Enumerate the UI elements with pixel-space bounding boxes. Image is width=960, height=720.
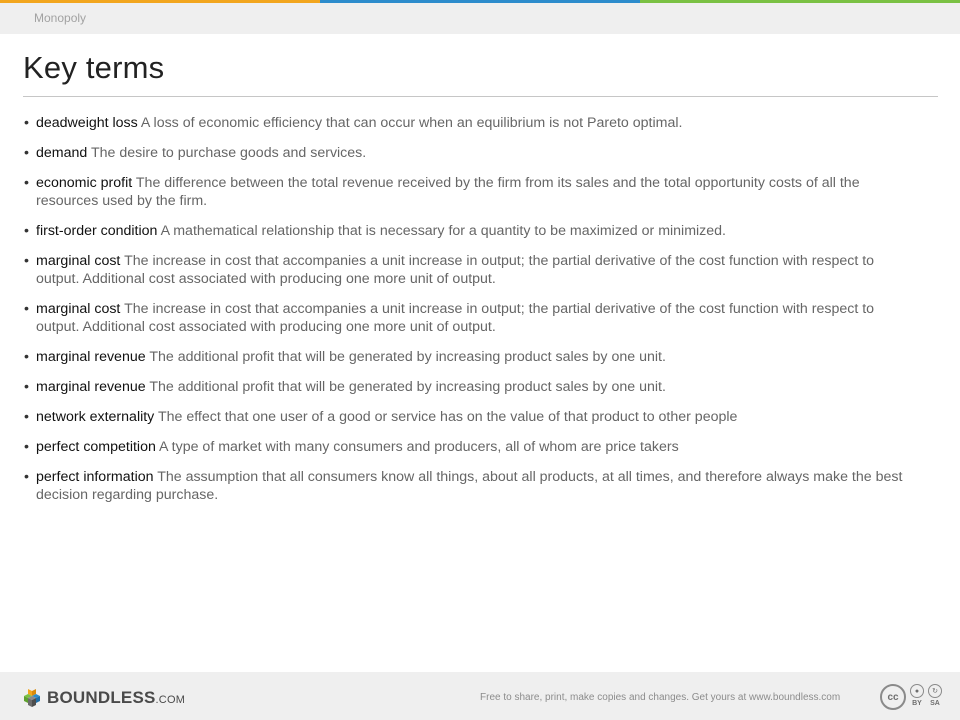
term-definition: A type of market with many consumers and producers, all of whom are price takers <box>159 439 679 455</box>
cube-logo-icon <box>21 687 43 709</box>
term-item <box>24 174 914 210</box>
term-word: marginal revenue <box>36 379 146 395</box>
term-item <box>24 144 914 162</box>
term-word: first-order condition <box>36 223 158 239</box>
term-word: marginal revenue <box>36 349 146 365</box>
term-word: network externality <box>36 409 155 425</box>
logo-wordmark: BOUNDLESS <box>47 688 156 707</box>
bullet-icon: • <box>24 115 29 131</box>
term-definition: A loss of economic efficiency that can occur when an equilibrium is not Pareto optimal. <box>140 115 683 131</box>
term-item <box>24 300 914 336</box>
term-item <box>24 438 914 456</box>
term-definition: The additional profit that will be generated by increasing product sales by one unit. <box>149 349 666 365</box>
footer-bar <box>0 672 960 720</box>
bullet-icon: • <box>24 301 29 317</box>
term-item <box>24 222 914 240</box>
term-word: marginal cost <box>36 301 121 317</box>
person-icon: ● <box>910 684 924 698</box>
term-definition: The increase in cost that accompanies a unit increase in output; the partial derivative of the cost function with respect to output. Additional cost associated with producing one more unit of output. <box>36 301 875 335</box>
cc-sa-label: SA <box>930 700 940 707</box>
term-definition: A mathematical relationship that is necessary for a quantity to be maximized or minimized. <box>160 223 726 239</box>
section-label: Monopoly <box>34 11 87 25</box>
term-definition: The desire to purchase goods and services. <box>90 145 367 161</box>
term-word: economic profit <box>36 175 133 191</box>
cc-by-icon <box>910 684 924 707</box>
bullet-icon: • <box>24 223 29 239</box>
share-alike-icon: ↻ <box>928 684 942 698</box>
term-word: demand <box>36 145 88 161</box>
term-item <box>24 252 914 288</box>
logo-suffix: .COM <box>155 694 186 706</box>
term-definition: The effect that one user of a good or service has on the value of that product to other people <box>157 409 738 425</box>
logo-text <box>47 688 185 708</box>
cc-icon: cc <box>880 684 906 710</box>
term-definition: The increase in cost that accompanies a unit increase in output; the partial derivative of the cost function with respect to output. Additional cost associated with producing one more unit of output. <box>36 253 875 287</box>
bullet-icon: • <box>24 469 29 485</box>
cc-by-label: BY <box>912 700 922 707</box>
term-item <box>24 348 914 366</box>
slide-title: Key terms <box>23 50 165 85</box>
license-note: Free to share, print, make copies and changes. Get yours at www.boundless.com <box>480 692 841 703</box>
term-item <box>24 468 914 504</box>
term-word: marginal cost <box>36 253 121 269</box>
cc-sa-icon <box>928 684 942 707</box>
bullet-icon: • <box>24 175 29 191</box>
term-word: perfect competition <box>36 439 156 455</box>
title-divider <box>23 96 938 97</box>
header-bar <box>0 3 960 34</box>
term-item <box>24 408 914 426</box>
bullet-icon: • <box>24 439 29 455</box>
bullet-icon: • <box>24 145 29 161</box>
bullet-icon: • <box>24 409 29 425</box>
boundless-logo[interactable] <box>21 687 185 709</box>
bullet-icon: • <box>24 253 29 269</box>
term-definition: The difference between the total revenue received by the firm from its sales and the total opportunity costs of all the resources used by the firm. <box>36 175 860 209</box>
term-word: deadweight loss <box>36 115 138 131</box>
term-word: perfect information <box>36 469 154 485</box>
bullet-icon: • <box>24 349 29 365</box>
term-item <box>24 114 914 132</box>
creative-commons-badge[interactable] <box>880 684 942 710</box>
term-definition: The additional profit that will be generated by increasing product sales by one unit. <box>149 379 666 395</box>
bullet-icon: • <box>24 379 29 395</box>
term-definition: The assumption that all consumers know all things, about all products, at all times, and therefore always make the best decision regarding purchase. <box>36 469 903 503</box>
term-item <box>24 378 914 396</box>
key-terms-list <box>24 114 914 516</box>
